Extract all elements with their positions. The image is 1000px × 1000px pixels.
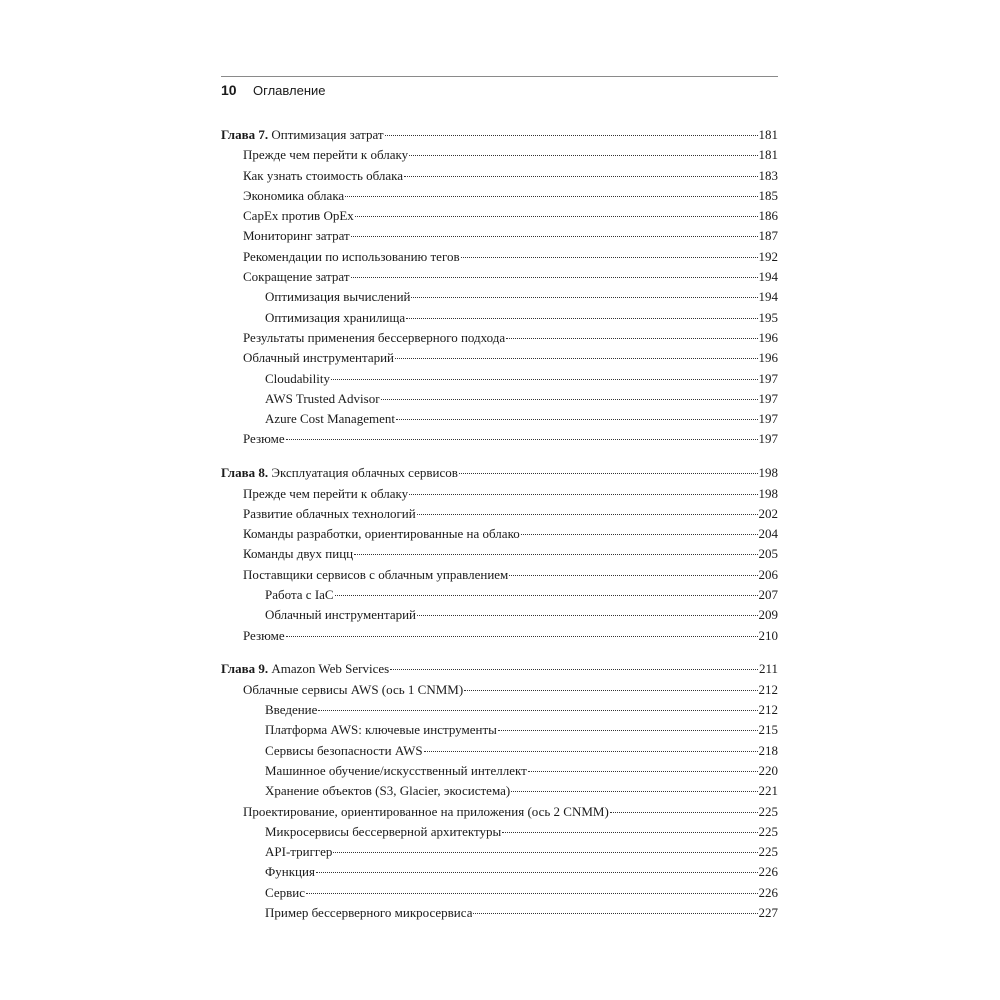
toc-page-number: 202 [758,505,778,521]
toc-entry[interactable] [221,369,778,389]
toc-entry-title: Прежде чем перейти к облаку [243,485,409,501]
dot-leader [528,771,758,772]
toc-entry[interactable] [221,247,778,267]
dot-leader [385,135,758,136]
toc-chapter-entry[interactable] [221,463,778,483]
toc-page-number: 218 [758,742,778,758]
toc-entry-title: Сервис [265,884,305,900]
dot-leader [409,494,757,495]
toc-page-number: 186 [758,208,778,224]
toc-chapter [221,463,778,646]
toc-page-number: 181 [758,147,778,163]
toc-entry-title: Результаты применения бессерверного подхода [243,329,506,345]
toc-page-number: 204 [758,526,778,542]
dot-leader [610,812,758,813]
toc-page-number: 221 [758,783,778,799]
toc-page-number: 226 [758,884,778,900]
toc-entry[interactable] [221,504,778,524]
toc-entry-title: Развитие облачных технологий [243,505,416,521]
toc-entry[interactable] [221,166,778,186]
toc-entry-title: Функция [265,864,315,880]
toc-entry-title: Облачный инструментарий [265,607,417,623]
dot-leader [345,196,757,197]
toc-entry[interactable] [221,308,778,328]
toc-page-number: 212 [758,681,778,697]
toc-entry[interactable] [221,585,778,605]
toc-page-number: 212 [758,702,778,718]
toc-entry[interactable] [221,186,778,206]
toc-page-number: 206 [758,566,778,582]
toc-page-number: 227 [758,904,778,920]
toc-entry-title: Сервисы безопасности AWS [265,742,423,758]
toc-entry[interactable] [221,781,778,801]
toc-entry-title: Резюме [243,431,285,447]
toc-entry-title: Платформа AWS: ключевые инструменты [265,722,497,738]
toc-entry[interactable] [221,802,778,822]
toc-page-number: 181 [758,127,778,142]
toc-entry[interactable] [221,565,778,585]
dot-leader [498,730,758,731]
toc-entry-title: Работа с IaC [265,587,334,603]
toc-page-number: 225 [758,844,778,860]
dot-leader [395,358,757,359]
toc-page-number: 197 [758,411,778,427]
toc-entry-title: Проектирование, ориентированное на приложения (ось 2 CNMM) [243,803,609,819]
running-title: Оглавление [253,83,326,98]
dot-leader [511,791,757,792]
toc-entry[interactable] [221,524,778,544]
toc-chapter-label [221,659,389,679]
dot-leader [381,399,758,400]
chapter-prefix: Глава 8. [221,465,269,481]
dot-leader [506,338,757,339]
dot-leader [424,751,758,752]
toc-entry[interactable] [221,348,778,368]
page-header [221,82,778,100]
dot-leader [396,419,758,420]
toc-page-number: 197 [758,370,778,386]
toc-entry[interactable] [221,822,778,842]
toc-entry[interactable] [221,883,778,903]
dot-leader [404,176,757,177]
toc-entry[interactable] [221,680,778,700]
dot-leader [333,852,757,853]
toc-page-number: 225 [758,823,778,839]
toc-page-number: 209 [758,607,778,623]
toc-entry-title: Облачные сервисы AWS (ось 1 CNMM) [243,681,464,697]
toc-entry[interactable] [221,720,778,740]
toc-chapter-entry[interactable] [221,659,778,679]
dot-leader [411,297,757,298]
toc-entry-title: Микросервисы бессерверной архитектуры [265,823,502,839]
toc-entry-title: Экономика облака [243,187,345,203]
toc-entry-title: Поставщики сервисов с облачным управлением [243,566,509,582]
toc-entry[interactable] [221,389,778,409]
toc-entry[interactable] [221,700,778,720]
toc-page-number: 226 [758,864,778,880]
toc-entry-title: Машинное обучение/искусственный интеллект [265,762,527,778]
dot-leader [286,636,758,637]
toc-page-number: 225 [758,803,778,819]
toc-entry[interactable] [221,903,778,923]
dot-leader [306,893,758,894]
toc-entry[interactable] [221,206,778,226]
toc-entry[interactable] [221,842,778,862]
toc-entry-title: Резюме [243,627,285,643]
header-rule [221,76,778,77]
dot-leader [390,669,758,670]
toc-page-number: 194 [758,289,778,305]
toc-entry-title: Команды разработки, ориентированные на облако [243,526,520,542]
toc-page-number: 192 [758,248,778,264]
toc-entry-title: Пример бессерверного микросервиса [265,904,473,920]
dot-leader [409,155,757,156]
dot-leader [406,318,757,319]
dot-leader [473,913,757,914]
chapter-title: Эксплуатация облачных сервисов [271,465,458,481]
toc-entry-title: AWS Trusted Advisor [265,390,380,406]
dot-leader [464,690,757,691]
toc-entry-title: CapEx против OpEx [243,208,354,224]
dot-leader [417,514,758,515]
toc-page-number: 211 [758,661,778,677]
dot-leader [316,872,758,873]
toc-entry-title: Оптимизация хранилища [265,309,406,325]
toc-page-number: 207 [758,587,778,603]
toc-entry[interactable] [221,544,778,564]
dot-leader [509,575,757,576]
toc-entry-title: Мониторинг затрат [243,228,350,244]
toc-entry-title: Как узнать стоимость облака [243,167,404,183]
toc-page-number: 198 [758,465,778,481]
dot-leader [355,216,758,217]
page-number: 10 [221,82,237,98]
toc-chapter [221,125,778,450]
chapter-title: Оптимизация затрат [271,127,384,142]
dot-leader [351,236,758,237]
toc-entry[interactable] [221,145,778,165]
toc-entry-title: Команды двух пицц [243,546,354,562]
toc-page-number: 197 [758,431,778,447]
dot-leader [521,534,758,535]
toc-page-number: 197 [758,390,778,406]
toc-entry[interactable] [221,226,778,246]
toc-entry-title: Рекомендации по использованию тегов [243,248,460,264]
toc-entry[interactable] [221,409,778,429]
toc-page-number: 198 [758,485,778,501]
toc-page-number: 187 [758,228,778,244]
toc-page-number: 196 [758,350,778,366]
toc-entry-title: Хранение объектов (S3, Glacier, экосистема) [265,783,511,799]
toc-entry[interactable] [221,267,778,287]
table-of-contents [221,125,778,937]
toc-entry[interactable] [221,484,778,504]
toc-entry[interactable] [221,626,778,646]
dot-leader [318,710,757,711]
toc-page-number: 185 [758,187,778,203]
toc-page-number: 194 [758,269,778,285]
toc-page-number: 220 [758,762,778,778]
dot-leader [502,832,757,833]
toc-page-number: 215 [758,722,778,738]
dot-leader [286,439,758,440]
toc-page-number: 205 [758,546,778,562]
dot-leader [461,257,758,258]
toc-page-number: 183 [758,167,778,183]
dot-leader [331,379,758,380]
toc-entry-title: Azure Cost Management [265,411,395,427]
dot-leader [335,595,758,596]
dot-leader [354,554,757,555]
dot-leader [417,615,757,616]
toc-entry-title: Прежде чем перейти к облаку [243,147,409,163]
toc-entry[interactable] [221,741,778,761]
toc-page-number: 210 [758,627,778,643]
toc-page-number: 195 [758,309,778,325]
toc-entry[interactable] [221,761,778,781]
dot-leader [351,277,758,278]
toc-entry[interactable] [221,605,778,625]
chapter-title: Amazon Web Services [271,661,390,677]
toc-entry[interactable] [221,328,778,348]
toc-entry-title: Облачный инструментарий [243,350,395,366]
toc-chapter-label [221,463,458,483]
toc-entry-title: Оптимизация вычислений [265,289,411,305]
toc-page-number: 196 [758,329,778,345]
toc-entry-title: Введение [265,702,318,718]
toc-entry[interactable] [221,287,778,307]
toc-chapter [221,659,778,923]
toc-chapter-label [221,125,384,145]
toc-entry-title: Сокращение затрат [243,269,350,285]
toc-entry-title: API-триггер [265,844,333,860]
toc-entry[interactable] [221,862,778,882]
dot-leader [459,473,758,474]
toc-entry-title: Cloudability [265,370,330,386]
chapter-prefix: Глава 9. [221,661,269,677]
chapter-prefix: Глава 7. [221,127,269,142]
toc-entry[interactable] [221,429,778,449]
toc-chapter-entry[interactable] [221,125,778,145]
